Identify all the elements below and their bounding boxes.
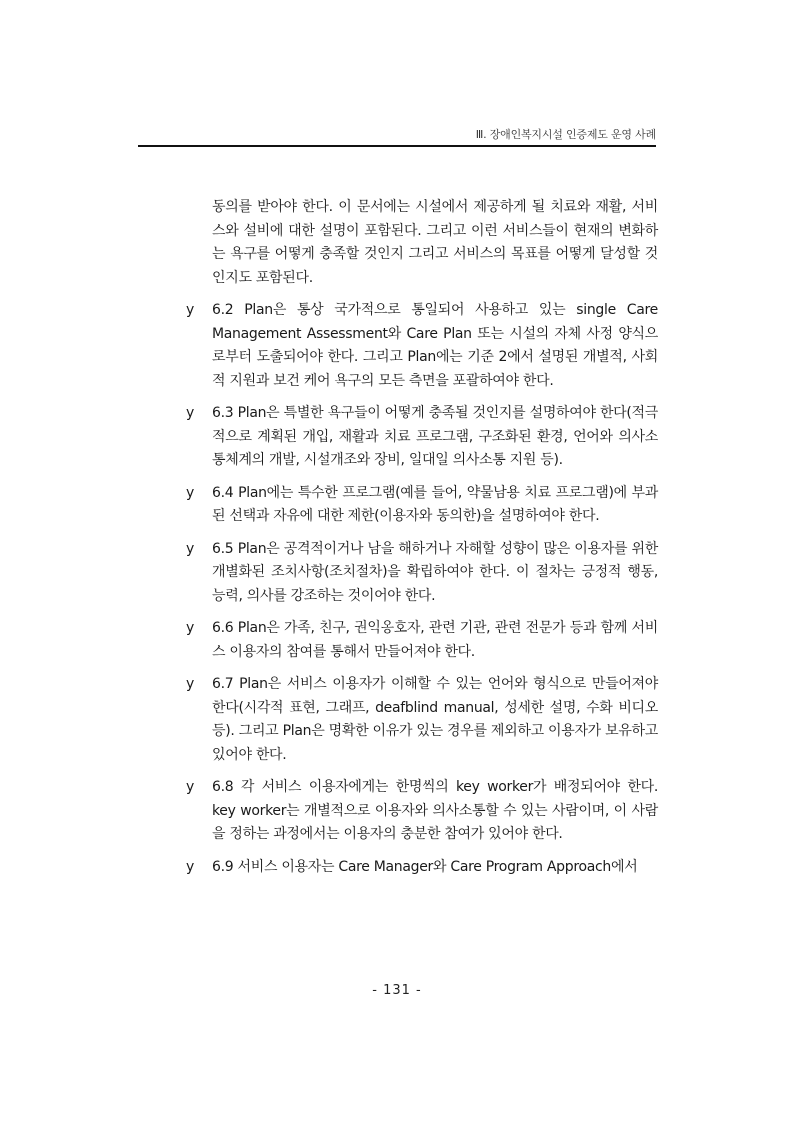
document-body xyxy=(186,196,658,888)
page-number: - 131 - xyxy=(372,983,422,998)
list-item xyxy=(186,402,658,473)
list-item xyxy=(186,482,658,529)
list-item xyxy=(186,538,658,609)
bullet-marker: y xyxy=(186,302,195,318)
lead-paragraph: 동의를 받아야 한다. 이 문서에는 시설에서 제공하게 될 치료와 재활, 서비스와 설비에 대한 설명이 포함된다. 그리고 이런 서비스들이 현재의 변화하는 욕구를 어떻게 충족할 것인지 그리고 서비스의 목표를 어떻게 달성할 것인지도 포함된다. xyxy=(212,199,658,286)
bullet-marker: y xyxy=(186,484,195,501)
list-item-text: 6.4 Plan에는 특수한 프로그램(예를 들어, 약물남용 치료 프로그램)에 부과된 선택과 자유에 대한 제한(이용자와 동의한)을 설명하여야 한다. xyxy=(212,484,658,524)
bullet-marker: y xyxy=(186,779,195,795)
bullet-marker: y xyxy=(186,676,195,692)
list-item-text: 6.2 Plan은 통상 국가적으로 통일되어 사용하고 있는 single Care Management Assessment와 Care Plan 또는 시설의 자체 사정 양식으로부터 도출되어야 한다. 그리고 Plan에는 기준 2에서 설명된 개별적, 사회적 지원과 보건 케어 욕구의 모든 측면을 포괄하여야 한다. xyxy=(212,302,658,389)
list-item xyxy=(186,299,658,393)
list-item-text: 6.6 Plan은 가족, 친구, 권익옹호자, 관련 기관, 관련 전문가 등과 함께 서비스 이용자의 참여를 통해서 만들어져야 한다. xyxy=(212,620,658,660)
list-item xyxy=(186,856,658,880)
bullet-marker: y xyxy=(186,620,195,636)
running-header: Ⅲ. 장애인복지시설 인증제도 운영 사례 xyxy=(475,128,656,141)
bullet-marker: y xyxy=(186,405,195,421)
list-item-text: 6.5 Plan은 공격적이거나 남을 해하거나 자해할 성향이 많은 이용자를 위한 개별화된 조치사항(조치절차)을 확립하여야 한다. 이 절차는 긍정적 행동, 능력, 의사를 강조하는 것이어야 한다. xyxy=(212,540,658,604)
bullet-marker: y xyxy=(186,858,195,875)
list-item-text: 6.7 Plan은 서비스 이용자가 이해할 수 있는 언어와 형식으로 만들어져야 한다(시각적 표현, 그래프, deafblind manual, 성세한 설명, 수화 비디오 등). 그리고 Plan은 명확한 이유가 있는 경우를 제외하고 이용자가 보유하고 있어야 한다. xyxy=(212,676,658,763)
header-rule xyxy=(138,145,656,147)
bullet-marker: y xyxy=(186,540,195,557)
list-item-text: 6.3 Plan은 특별한 욕구들이 어떻게 충족될 것인지를 설명하여야 한다(적극적으로 계획된 개입, 재활과 치료 프로그램, 구조화된 환경, 언어와 의사소통체계의 개발, 시설개조와 장비, 일대일 의사소통 지원 등). xyxy=(212,405,658,468)
list-item xyxy=(186,673,658,767)
list-item-text: 6.8 각 서비스 이용자에게는 한명씩의 key worker가 배정되어야 한다. key worker는 개별적으로 이용자와 의사소통할 수 있는 사람이며, 이 사람을 정하는 과정에서는 이용자의 충분한 참여가 있어야 한다. xyxy=(212,779,658,842)
list-item xyxy=(186,617,658,664)
list-item-text: 6.9 서비스 이용자는 Care Manager와 Care Program Approach에서 xyxy=(212,858,638,875)
list-item xyxy=(186,776,658,847)
